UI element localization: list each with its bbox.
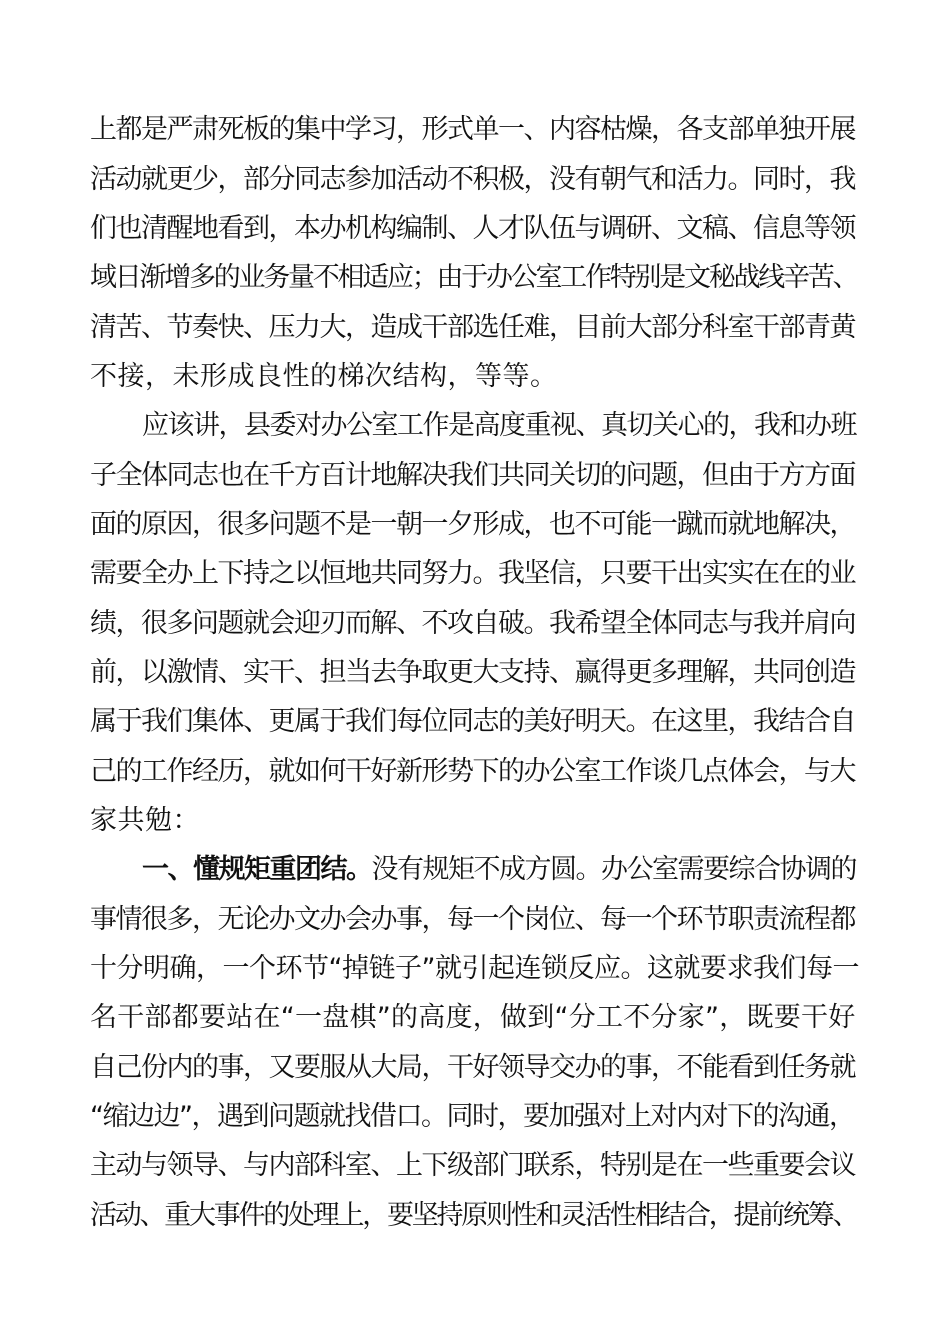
text-line: 需要全办上下持之以恒地共同努力。我坚信，只要干出实实在在的业 (90, 558, 855, 589)
text-line: 绩，很多问题就会迎刃而解、不攻自破。我希望全体同志与我并肩向 (90, 608, 855, 639)
text-line: 十分明确，一个环节“掉链子”就引起连锁反应。这就要求我们每一 (90, 953, 859, 984)
text-line: 主动与领导、与内部科室、上下级部门联系，特别是在一些重要会议 (90, 1150, 855, 1181)
text-line: 自己份内的事，又要服从大局，干好领导交办的事，不能看到任务就 (90, 1052, 855, 1083)
text-line: 子全体同志也在千方百计地解决我们共同关切的问题，但由于方方面 (90, 460, 855, 491)
text-line: 前，以激情、实干、担当去争取更大支持、赢得更多理解，共同创造 (90, 657, 855, 688)
text-span: 没有规矩不成方圆。办公室需要综合协调的 (371, 854, 856, 885)
text-line: 活动、重大事件的处理上，要坚持原则性和灵活性相结合，提前统筹、 (90, 1200, 858, 1231)
section-heading: 一、懂规矩重团结。 (142, 854, 372, 885)
text-line: 上都是严肃死板的集中学习，形式单一、内容枯燥，各支部单独开展 (90, 114, 855, 145)
text-line: “缩边边”，遇到问题就找借口。同时，要加强对上对内对下的沟通， (90, 1101, 855, 1132)
text-line: 事情很多，无论办文办会办事，每一个岗位、每一个环节职责流程都 (90, 904, 855, 935)
text-line: 面的原因，很多问题不是一朝一夕形成，也不可能一蹴而就地解决， (90, 509, 855, 540)
text-line: 域日渐增多的业务量不相适应；由于办公室工作特别是文秘战线辛苦、 (90, 262, 858, 293)
text-line: 应该讲，县委对办公室工作是高度重视、真切关心的，我和办班 (142, 410, 856, 441)
text-line: 不接，未形成良性的梯次结构，等等。 (90, 361, 558, 392)
text-line: 清苦、节奏快、压力大，造成干部选任难，目前大部分科室干部青黄 (90, 312, 855, 343)
text-line: 名干部都要站在“一盘棋”的高度，做到“分工不分家”，既要干好 (90, 1002, 856, 1033)
text-line: 们也清醒地看到，本办机构编制、人才队伍与调研、文稿、信息等领 (90, 213, 855, 244)
text-line (142, 852, 856, 888)
text-line: 己的工作经历，就如何干好新形势下的办公室工作谈几点体会，与大 (90, 756, 855, 787)
text-line: 属于我们集体、更属于我们每位同志的美好明天。在这里，我结合自 (90, 706, 855, 737)
text-line: 家共勉： (90, 805, 200, 836)
text-line: 活动就更少，部分同志参加活动不积极，没有朝气和活力。同时，我 (90, 164, 855, 195)
